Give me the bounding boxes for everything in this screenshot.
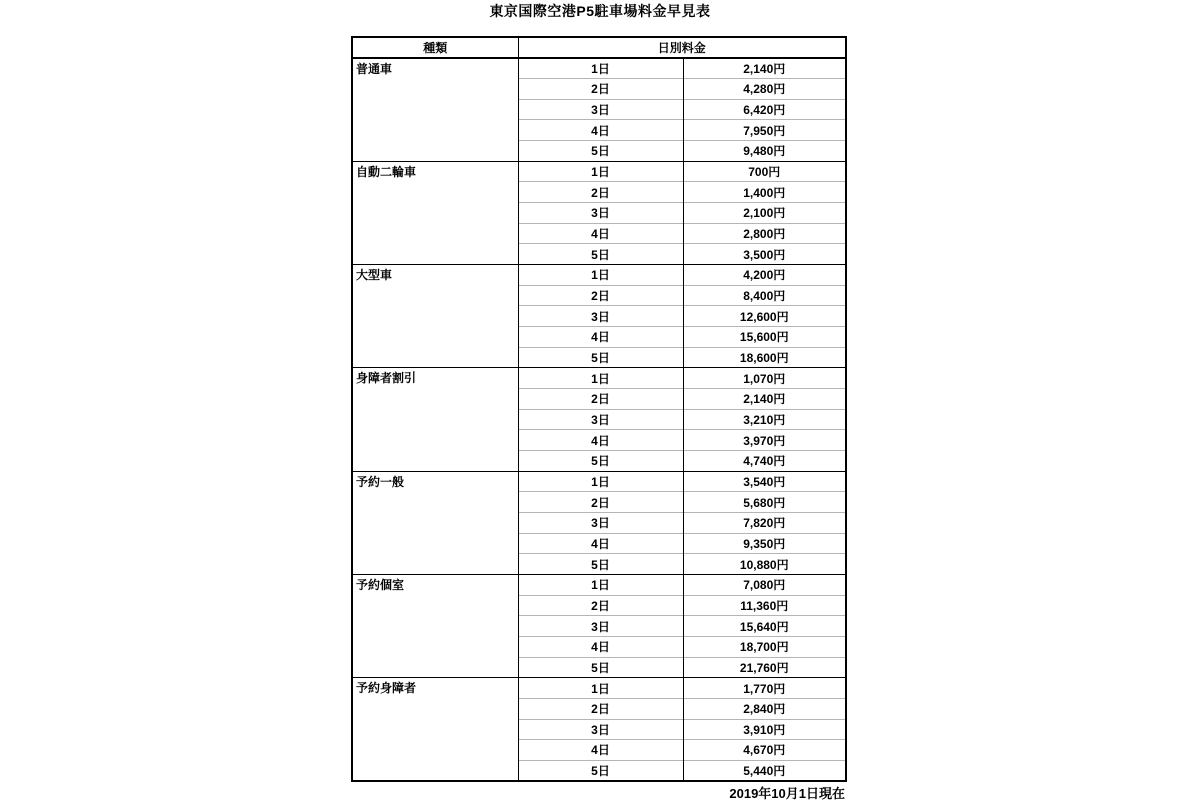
category-label: 予約個室 [352,574,518,677]
fee-cell: 8,400円 [683,285,846,306]
fee-cell: 6,420円 [683,99,846,120]
fee-cell: 15,640円 [683,616,846,637]
day-cell: 1日 [518,265,683,286]
day-cell: 1日 [518,574,683,595]
fee-cell: 3,970円 [683,430,846,451]
day-cell: 2日 [518,182,683,203]
day-cell: 1日 [518,471,683,492]
category-label: 普通車 [352,58,518,161]
fee-cell: 5,440円 [683,760,846,781]
day-cell: 4日 [518,636,683,657]
day-cell: 3日 [518,306,683,327]
table-row [352,471,846,492]
table-row [352,574,846,595]
fee-cell: 18,700円 [683,636,846,657]
day-cell: 4日 [518,533,683,554]
day-cell: 1日 [518,58,683,79]
fee-cell: 15,600円 [683,327,846,348]
day-cell: 5日 [518,554,683,575]
fee-cell: 1,070円 [683,368,846,389]
table-row [352,161,846,182]
day-cell: 5日 [518,141,683,162]
fee-cell: 3,500円 [683,244,846,265]
fee-cell: 7,950円 [683,120,846,141]
table-row [352,265,846,286]
day-cell: 5日 [518,244,683,265]
day-cell: 4日 [518,327,683,348]
day-cell: 2日 [518,389,683,410]
fee-cell: 12,600円 [683,306,846,327]
header-row [352,37,846,58]
day-cell: 3日 [518,99,683,120]
day-cell: 5日 [518,450,683,471]
day-cell: 2日 [518,595,683,616]
day-cell: 3日 [518,512,683,533]
table-row [352,678,846,699]
category-label: 大型車 [352,265,518,368]
category-label: 予約一般 [352,471,518,574]
fee-cell: 4,200円 [683,265,846,286]
fee-cell: 2,140円 [683,58,846,79]
fee-cell: 2,100円 [683,203,846,224]
fee-cell: 10,880円 [683,554,846,575]
category-label: 身障者割引 [352,368,518,471]
fee-cell: 2,800円 [683,223,846,244]
fee-cell: 21,760円 [683,657,846,678]
day-cell: 1日 [518,678,683,699]
day-cell: 5日 [518,760,683,781]
fee-cell: 3,910円 [683,719,846,740]
day-cell: 4日 [518,430,683,451]
day-cell: 2日 [518,492,683,513]
fee-cell: 2,140円 [683,389,846,410]
day-cell: 3日 [518,719,683,740]
page-title: 東京国際空港P5駐車場料金早見表 [489,3,711,19]
table-row [352,58,846,79]
day-cell: 5日 [518,347,683,368]
fee-cell: 11,360円 [683,595,846,616]
fee-cell: 9,480円 [683,141,846,162]
fee-cell: 3,210円 [683,409,846,430]
fee-cell: 4,740円 [683,450,846,471]
fee-cell: 7,820円 [683,512,846,533]
fee-cell: 4,670円 [683,740,846,761]
day-cell: 4日 [518,120,683,141]
header-type: 種類 [352,37,518,58]
day-cell: 1日 [518,161,683,182]
fee-cell: 2,840円 [683,698,846,719]
fee-cell: 1,770円 [683,678,846,699]
fee-cell: 4,280円 [683,79,846,100]
fee-cell: 7,080円 [683,574,846,595]
as-of-date: 2019年10月1日現在 [729,786,845,801]
category-label: 自動二輪車 [352,161,518,264]
day-cell: 3日 [518,616,683,637]
day-cell: 3日 [518,203,683,224]
fee-table-body [352,58,846,781]
fee-cell: 1,400円 [683,182,846,203]
day-cell: 1日 [518,368,683,389]
day-cell: 5日 [518,657,683,678]
fee-cell: 9,350円 [683,533,846,554]
day-cell: 2日 [518,698,683,719]
header-daily-fee: 日別料金 [518,37,846,58]
day-cell: 2日 [518,285,683,306]
parking-fee-table [351,36,847,782]
table-row [352,368,846,389]
day-cell: 2日 [518,79,683,100]
category-label: 予約身障者 [352,678,518,781]
fee-cell: 700円 [683,161,846,182]
fee-cell: 5,680円 [683,492,846,513]
day-cell: 4日 [518,740,683,761]
day-cell: 3日 [518,409,683,430]
day-cell: 4日 [518,223,683,244]
fee-cell: 3,540円 [683,471,846,492]
fee-cell: 18,600円 [683,347,846,368]
